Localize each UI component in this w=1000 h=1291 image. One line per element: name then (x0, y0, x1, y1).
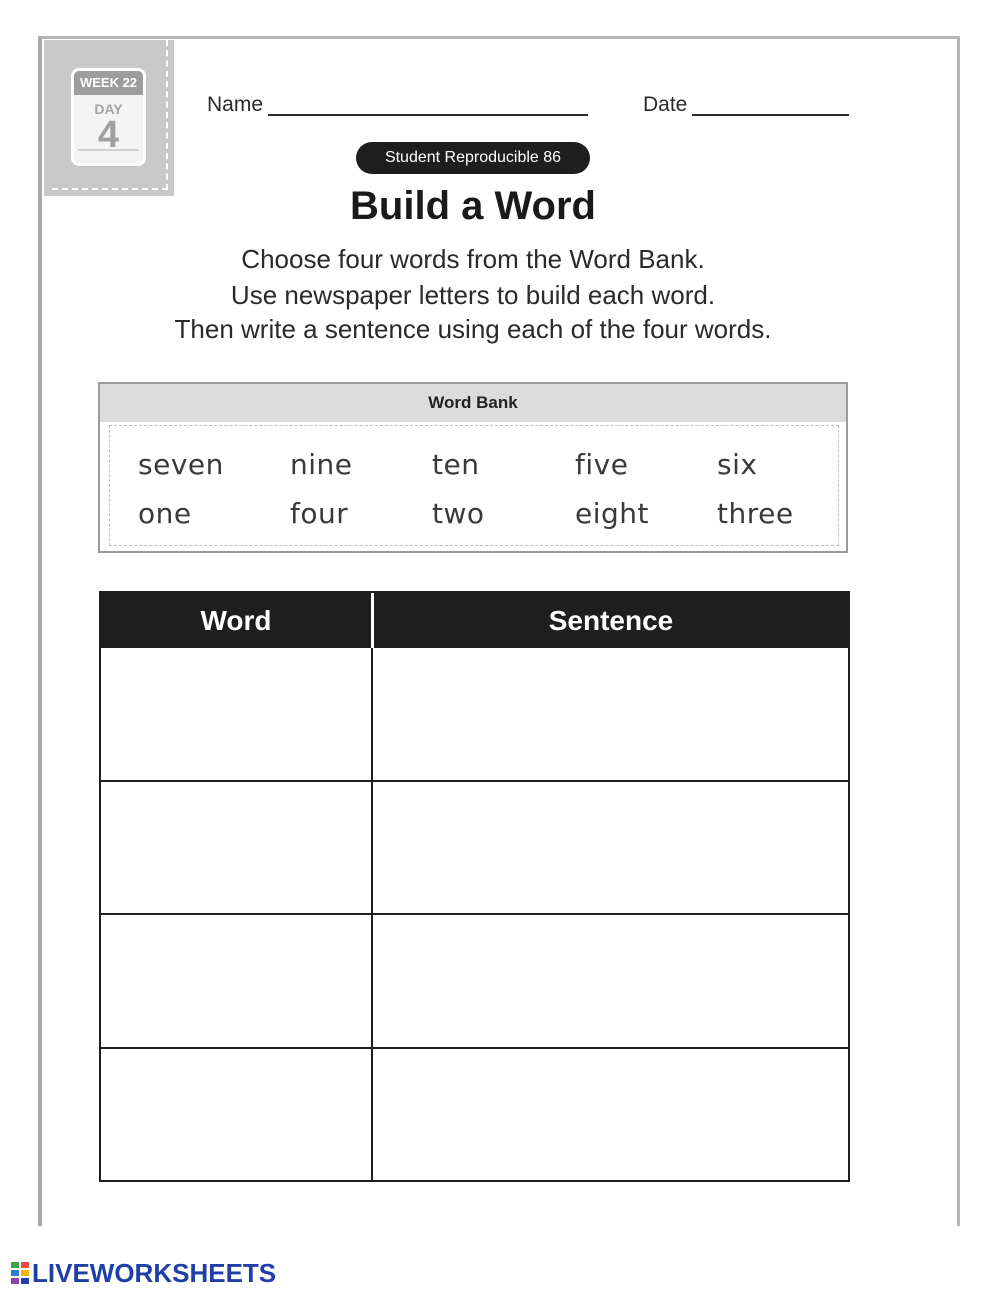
page-title: Build a Word (350, 184, 596, 228)
word-cell[interactable] (105, 652, 367, 776)
logo-square (20, 1277, 30, 1285)
word-cell[interactable] (105, 785, 367, 909)
word-bank-item: five (575, 448, 629, 481)
row-divider (101, 780, 848, 782)
instruction-line: Then write a sentence using each of the four words. (174, 314, 772, 344)
name-field[interactable] (268, 114, 588, 116)
column-header-sentence: Sentence (374, 593, 848, 648)
sentence-cell[interactable] (377, 785, 844, 909)
sentence-cell[interactable] (377, 1052, 844, 1176)
word-sentence-table (99, 591, 850, 1182)
logo-square (20, 1261, 30, 1269)
tab-dashed-edge (52, 188, 168, 190)
reproducible-badge: Student Reproducible 86 (356, 142, 590, 174)
calendar-divider (78, 149, 139, 151)
word-bank-item: two (432, 497, 485, 530)
word-bank-item: six (717, 448, 758, 481)
sentence-cell[interactable] (377, 652, 844, 776)
word-cell[interactable] (105, 918, 367, 1043)
logo-square (20, 1269, 30, 1277)
word-bank-item: one (138, 497, 192, 530)
word-bank-item: ten (432, 448, 480, 481)
brand-name: LIVEWORKSHEETS (32, 1257, 277, 1288)
word-bank-title: Word Bank (100, 384, 846, 422)
word-bank-item: seven (138, 448, 224, 481)
row-divider (101, 1047, 848, 1049)
logo-square (10, 1269, 20, 1277)
logo-square (10, 1261, 20, 1269)
name-label: Name (207, 93, 264, 116)
instruction-line: Choose four words from the Word Bank. (241, 244, 705, 274)
day-label: DAY (94, 101, 123, 117)
word-bank-item: nine (290, 448, 353, 481)
day-number: 4 (97, 114, 120, 156)
date-label: Date (643, 93, 688, 116)
date-field[interactable] (692, 114, 849, 116)
instruction-line: Use newspaper letters to build each word. (230, 280, 716, 310)
tab-dashed-edge (166, 40, 168, 190)
calendar-badge (71, 68, 146, 166)
row-divider (101, 913, 848, 915)
liveworksheets-logo-icon (10, 1261, 30, 1285)
logo-square (10, 1277, 20, 1285)
word-bank-item: eight (575, 497, 650, 530)
liveworksheets-logo[interactable] (10, 1259, 276, 1287)
week-label: WEEK 22 (74, 71, 143, 95)
word-bank-item: three (717, 497, 794, 530)
word-cell[interactable] (105, 1052, 367, 1176)
word-bank-item: four (290, 497, 349, 530)
column-header-word: Word (101, 593, 371, 648)
sentence-cell[interactable] (377, 918, 844, 1043)
